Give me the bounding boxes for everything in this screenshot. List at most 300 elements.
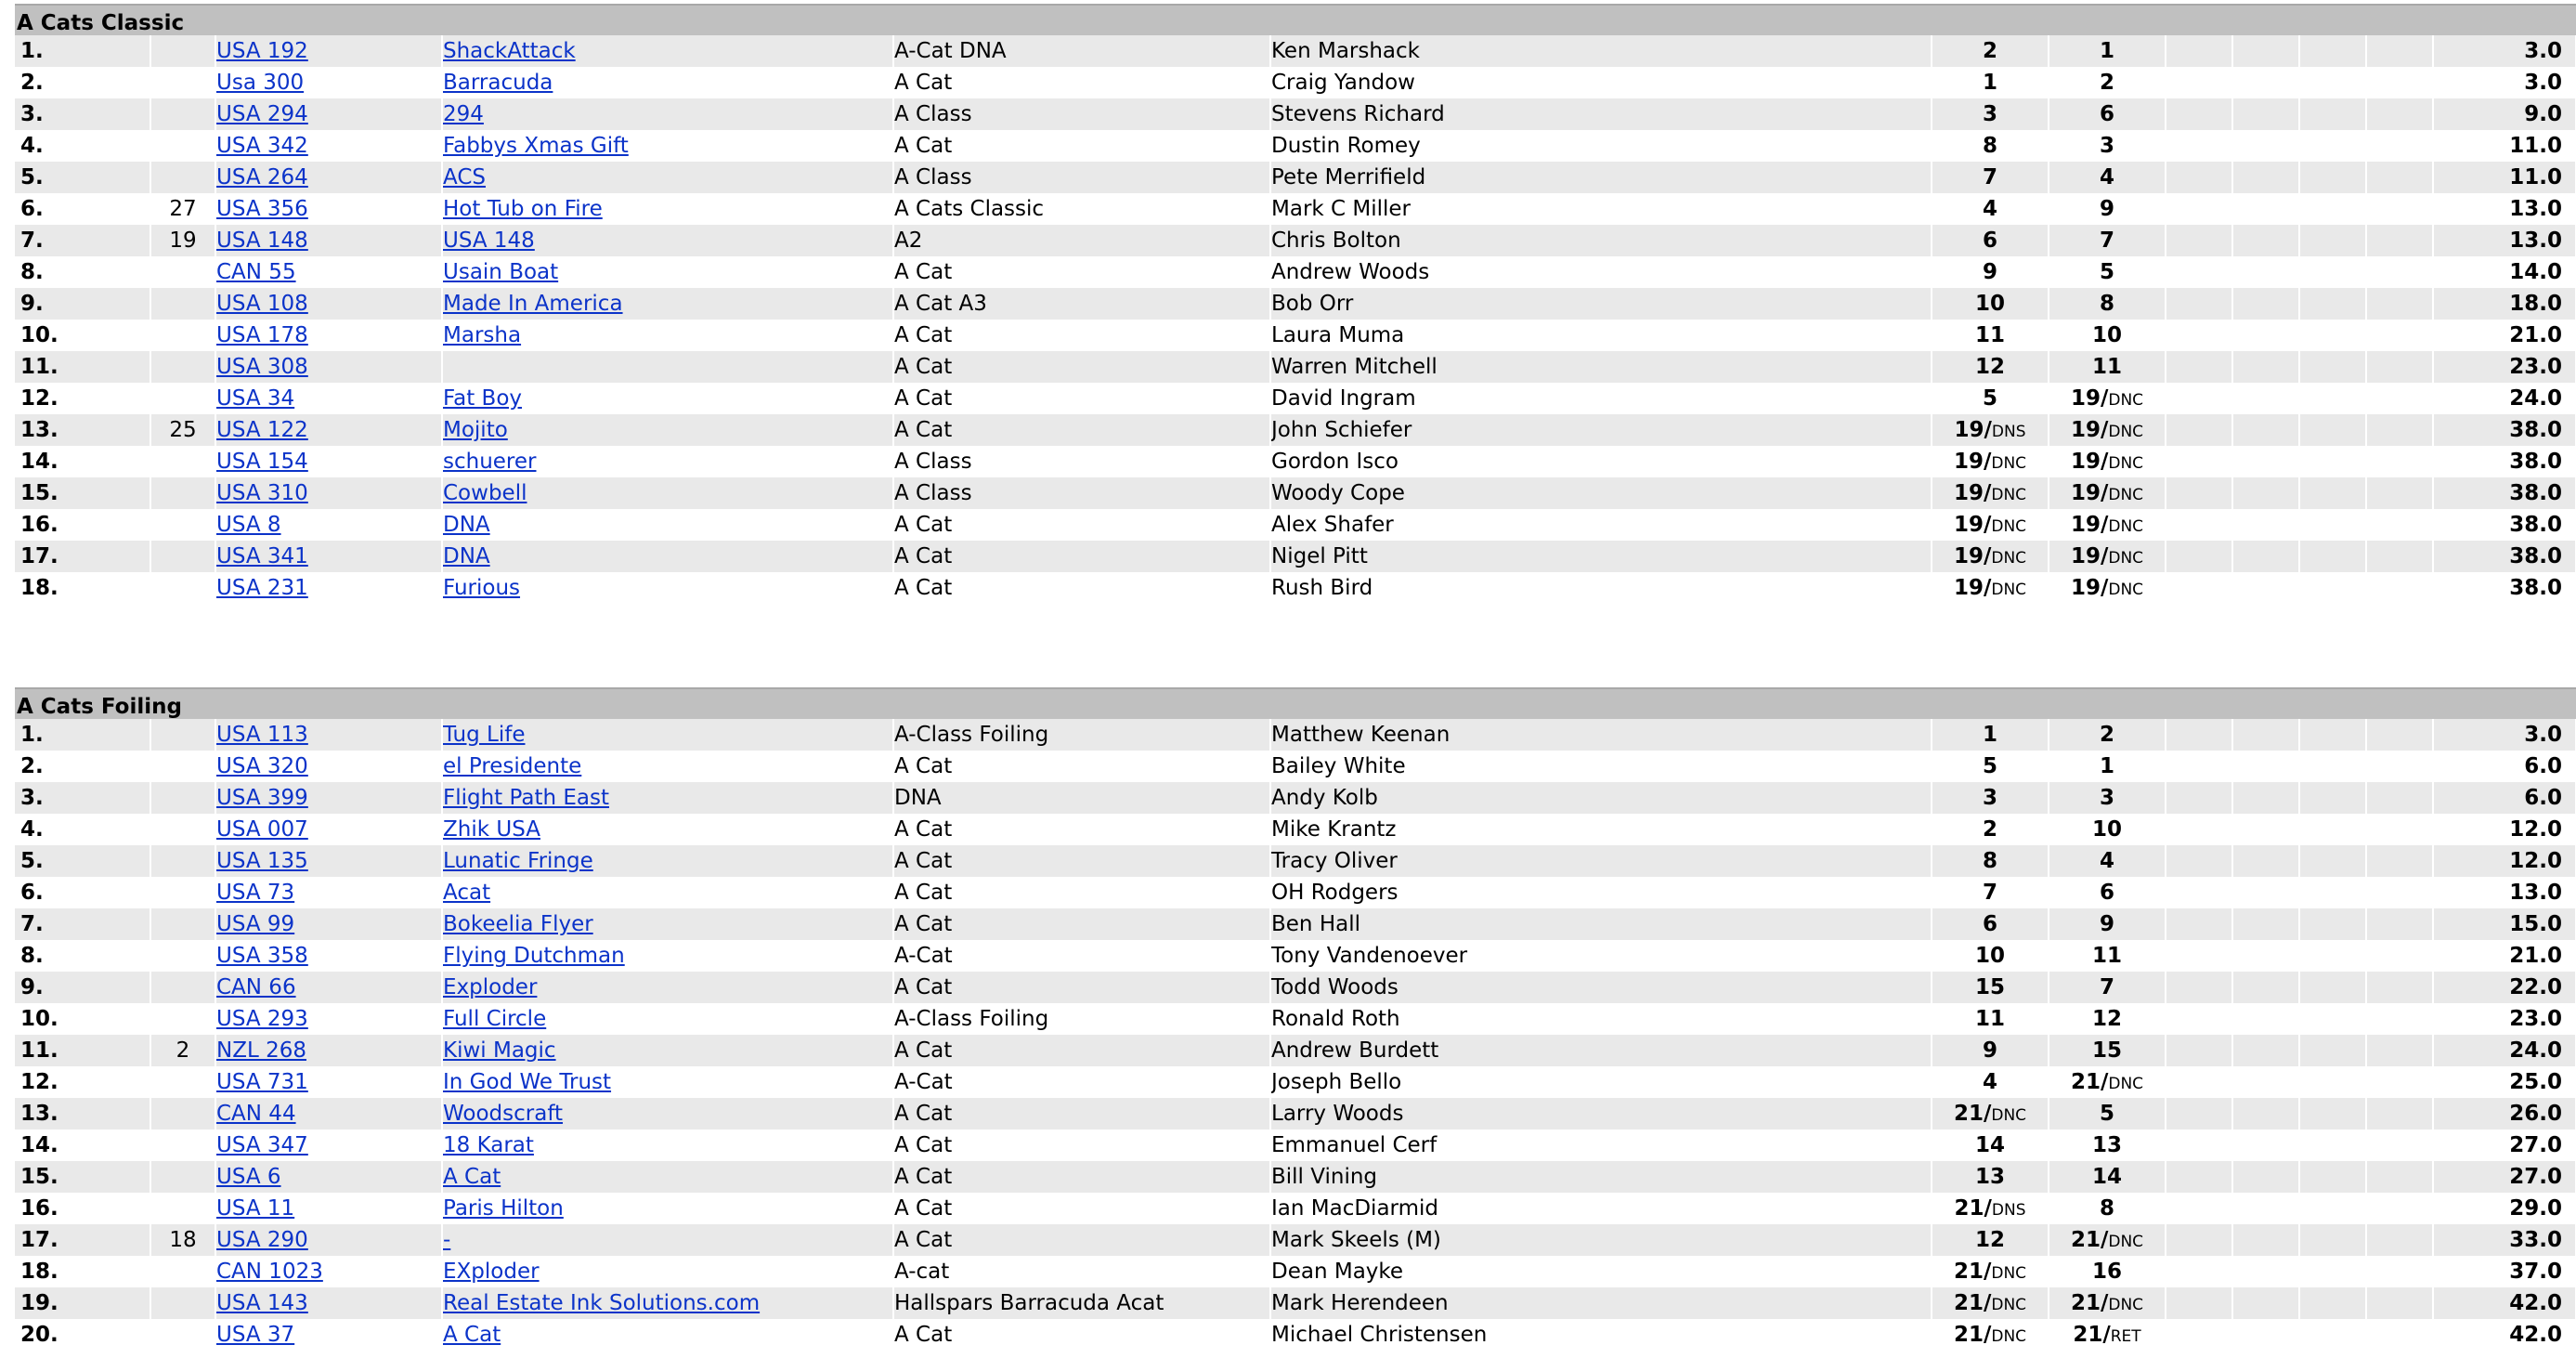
section-a-cats-foiling bbox=[15, 687, 2576, 1351]
boat-name-cell-link[interactable]: - bbox=[443, 1228, 451, 1252]
race-2-cell-code: DNC bbox=[2108, 517, 2144, 536]
race-1-cell-score: 19/ bbox=[1954, 418, 1992, 442]
race-1-cell bbox=[1932, 383, 2049, 414]
race-1-cell-score: 10 bbox=[1974, 292, 2005, 316]
rank-cell bbox=[15, 193, 150, 225]
bow-number-cell bbox=[150, 288, 215, 320]
skipper-cell-text: Dean Mayke bbox=[1271, 1260, 1404, 1284]
sail-number-cell-link[interactable]: USA 347 bbox=[216, 1133, 308, 1157]
race-2-cell-score: 2 bbox=[2099, 723, 2114, 747]
section-a-cats-classic bbox=[15, 4, 2576, 604]
boat-type-cell bbox=[893, 225, 1270, 256]
race-1-cell-score: 3 bbox=[1982, 102, 1997, 126]
total-points-cell-text: 38.0 bbox=[2509, 481, 2562, 505]
race-empty-cell bbox=[2299, 572, 2366, 604]
boat-type-cell-text: A-Class Foiling bbox=[894, 1007, 1049, 1031]
race-1-cell bbox=[1932, 509, 2049, 541]
rank-cell-text: 2. bbox=[20, 754, 44, 778]
sail-number-cell-link[interactable]: USA 8 bbox=[216, 513, 281, 537]
race-empty-cell bbox=[2299, 193, 2366, 225]
boat-name-cell-link[interactable]: Exploder bbox=[443, 975, 538, 999]
rank-cell bbox=[15, 130, 150, 162]
sail-number-cell-link[interactable]: USA 356 bbox=[216, 197, 308, 221]
bow-number-cell bbox=[150, 908, 215, 940]
boat-type-cell bbox=[893, 1098, 1270, 1129]
race-empty-cell bbox=[2366, 1066, 2433, 1098]
boat-name-cell-link[interactable]: Made In America bbox=[443, 292, 623, 316]
race-1-cell bbox=[1932, 35, 2049, 67]
sail-number-cell-link[interactable]: USA 007 bbox=[216, 817, 308, 842]
skipper-cell bbox=[1270, 1224, 1932, 1256]
race-empty-cell bbox=[2166, 719, 2232, 751]
race-1-cell bbox=[1932, 1003, 2049, 1035]
sail-number-cell-link[interactable]: USA 293 bbox=[216, 1007, 308, 1031]
rank-cell bbox=[15, 1287, 150, 1319]
boat-type-cell bbox=[893, 193, 1270, 225]
race-1-cell-score: 21/ bbox=[1954, 1196, 1992, 1221]
skipper-cell bbox=[1270, 383, 1932, 414]
total-points-cell-text: 6.0 bbox=[2524, 754, 2562, 778]
total-points-cell bbox=[2433, 256, 2576, 288]
bow-number-cell bbox=[150, 1035, 215, 1066]
rank-cell-text: 15. bbox=[20, 481, 59, 505]
rank-cell bbox=[15, 572, 150, 604]
boat-name-cell-link[interactable]: ACS bbox=[443, 165, 486, 189]
rank-cell-text: 16. bbox=[20, 513, 59, 537]
rank-cell-text: 6. bbox=[20, 197, 44, 221]
race-1-cell-code: DNC bbox=[1991, 549, 2027, 568]
sail-number-cell bbox=[215, 541, 442, 572]
rank-cell bbox=[15, 1256, 150, 1287]
boat-type-cell bbox=[893, 1319, 1270, 1351]
race-2-cell-score: 19/ bbox=[2070, 513, 2109, 537]
sail-number-cell-link[interactable]: USA 135 bbox=[216, 849, 308, 873]
boat-type-cell bbox=[893, 751, 1270, 782]
skipper-cell bbox=[1270, 1066, 1932, 1098]
rank-cell bbox=[15, 351, 150, 383]
race-empty-cell bbox=[2166, 288, 2232, 320]
total-points-cell bbox=[2433, 351, 2576, 383]
sail-number-cell bbox=[215, 572, 442, 604]
sail-number-cell-link[interactable]: USA 73 bbox=[216, 881, 295, 905]
race-2-cell-score: 19/ bbox=[2070, 418, 2109, 442]
rank-cell bbox=[15, 98, 150, 130]
race-1-cell-score: 15 bbox=[1974, 975, 2005, 999]
race-1-cell-score: 2 bbox=[1982, 817, 1997, 842]
race-1-cell-score: 10 bbox=[1974, 944, 2005, 968]
total-points-cell-text: 38.0 bbox=[2509, 418, 2562, 442]
race-empty-cell bbox=[2232, 446, 2299, 477]
sail-number-cell-link[interactable]: USA 192 bbox=[216, 39, 308, 63]
boat-type-cell bbox=[893, 414, 1270, 446]
boat-name-cell bbox=[442, 751, 893, 782]
total-points-cell bbox=[2433, 814, 2576, 845]
sail-number-cell-link[interactable]: USA 308 bbox=[216, 355, 308, 379]
race-2-cell bbox=[2049, 940, 2166, 972]
race-1-cell-score: 7 bbox=[1982, 881, 1997, 905]
bow-number-cell bbox=[150, 1129, 215, 1161]
boat-type-cell-text: A Class bbox=[894, 165, 972, 189]
bow-number-cell bbox=[150, 162, 215, 193]
boat-name-cell-link[interactable]: In God We Trust bbox=[443, 1070, 612, 1094]
rank-cell-text: 20. bbox=[20, 1323, 59, 1347]
race-1-cell-score: 21/ bbox=[1953, 1102, 1992, 1126]
boat-type-cell bbox=[893, 940, 1270, 972]
total-points-cell bbox=[2433, 320, 2576, 351]
race-empty-cell bbox=[2166, 193, 2232, 225]
boat-type-cell-text: A-Cat DNA bbox=[894, 39, 1007, 63]
total-points-cell bbox=[2433, 477, 2576, 509]
boat-name-cell bbox=[442, 98, 893, 130]
boat-name-cell bbox=[442, 972, 893, 1003]
boat-name-cell-link[interactable]: Hot Tub on Fire bbox=[443, 197, 603, 221]
race-2-cell-code: DNC bbox=[2108, 423, 2144, 441]
boat-name-cell-link[interactable]: schuerer bbox=[443, 450, 537, 474]
table-row bbox=[15, 782, 2576, 814]
sail-number-cell-link[interactable]: USA 342 bbox=[216, 134, 308, 158]
race-2-cell-score: 12 bbox=[2091, 1007, 2122, 1031]
boat-name-cell-link[interactable]: Acat bbox=[443, 881, 491, 905]
sail-number-cell-link[interactable]: USA 231 bbox=[216, 576, 308, 600]
race-1-cell-score: 11 bbox=[1974, 1007, 2005, 1031]
sail-number-cell-link[interactable]: USA 399 bbox=[216, 786, 308, 810]
race-empty-cell bbox=[2299, 782, 2366, 814]
bow-number-cell bbox=[150, 1098, 215, 1129]
skipper-cell bbox=[1270, 572, 1932, 604]
table-row bbox=[15, 877, 2576, 908]
boat-name-cell-link[interactable]: EXploder bbox=[443, 1260, 540, 1284]
table-row bbox=[15, 383, 2576, 414]
table-row bbox=[15, 67, 2576, 98]
table-row bbox=[15, 320, 2576, 351]
sail-number-cell bbox=[215, 351, 442, 383]
boat-type-cell-text: A-Cat bbox=[894, 1070, 953, 1094]
boat-type-cell bbox=[893, 782, 1270, 814]
race-2-cell bbox=[2049, 193, 2166, 225]
race-1-cell-score: 21/ bbox=[1953, 1291, 1992, 1315]
race-empty-cell bbox=[2299, 67, 2366, 98]
sail-number-cell-link[interactable]: USA 11 bbox=[216, 1196, 295, 1221]
boat-type-cell-text: DNA bbox=[894, 786, 942, 810]
race-1-cell-score: 19/ bbox=[1953, 481, 1992, 505]
sail-number-cell-link[interactable]: USA 6 bbox=[216, 1165, 281, 1189]
race-2-cell-score: 19/ bbox=[2070, 544, 2109, 568]
boat-name-cell-link[interactable]: Woodscraft bbox=[443, 1102, 564, 1126]
race-empty-cell bbox=[2299, 1319, 2366, 1351]
boat-name-cell-link[interactable]: Flying Dutchman bbox=[443, 944, 625, 968]
race-2-cell-code: DNC bbox=[2108, 454, 2144, 473]
skipper-cell bbox=[1270, 320, 1932, 351]
sail-number-cell-link[interactable]: USA 294 bbox=[216, 102, 308, 126]
skipper-cell bbox=[1270, 1035, 1932, 1066]
boat-type-cell-text: A Cat bbox=[894, 1165, 953, 1189]
total-points-cell-text: 12.0 bbox=[2509, 817, 2562, 842]
sail-number-cell-link[interactable]: Usa 300 bbox=[216, 71, 305, 95]
skipper-cell-text: Larry Woods bbox=[1271, 1102, 1404, 1126]
skipper-cell bbox=[1270, 351, 1932, 383]
bow-number-cell bbox=[150, 320, 215, 351]
sail-number-cell-link[interactable]: CAN 1023 bbox=[216, 1260, 323, 1284]
race-empty-cell bbox=[2366, 845, 2433, 877]
race-empty-cell bbox=[2299, 1066, 2366, 1098]
bow-number-cell bbox=[150, 1066, 215, 1098]
race-1-cell-score: 4 bbox=[1982, 1070, 1997, 1094]
race-1-cell bbox=[1932, 1256, 2049, 1287]
bow-number-cell-text: 19 bbox=[169, 229, 197, 253]
sail-number-cell-link[interactable]: USA 34 bbox=[216, 386, 295, 411]
table-row bbox=[15, 130, 2576, 162]
race-empty-cell bbox=[2366, 751, 2433, 782]
race-empty-cell bbox=[2366, 1003, 2433, 1035]
table-row bbox=[15, 1256, 2576, 1287]
total-points-cell bbox=[2433, 1066, 2576, 1098]
boat-name-cell-link[interactable]: Lunatic Fringe bbox=[443, 849, 593, 873]
boat-name-cell-link[interactable]: el Presidente bbox=[443, 754, 582, 778]
race-2-cell bbox=[2049, 383, 2166, 414]
race-2-cell bbox=[2049, 130, 2166, 162]
rank-cell bbox=[15, 1129, 150, 1161]
race-2-cell-score: 1 bbox=[2099, 754, 2114, 778]
bow-number-cell bbox=[150, 509, 215, 541]
race-1-cell-score: 1 bbox=[1982, 723, 1997, 747]
race-1-cell-code: DNC bbox=[1991, 1296, 2027, 1314]
boat-type-cell bbox=[893, 1193, 1270, 1224]
race-2-cell bbox=[2049, 1003, 2166, 1035]
total-points-cell bbox=[2433, 446, 2576, 477]
boat-name-cell-link[interactable]: A Cat bbox=[443, 1323, 501, 1347]
sail-number-cell-link[interactable]: USA 310 bbox=[216, 481, 308, 505]
boat-name-cell bbox=[442, 877, 893, 908]
total-points-cell-text: 11.0 bbox=[2509, 134, 2562, 158]
rank-cell bbox=[15, 1098, 150, 1129]
boat-type-cell-text: A Cat bbox=[894, 1102, 953, 1126]
sail-number-cell-link[interactable]: USA 154 bbox=[216, 450, 308, 474]
sail-number-cell-link[interactable]: USA 731 bbox=[216, 1070, 308, 1094]
sail-number-cell-link[interactable]: USA 341 bbox=[216, 544, 308, 568]
boat-name-cell-link[interactable]: Cowbell bbox=[443, 481, 527, 505]
skipper-cell-text: Andrew Burdett bbox=[1271, 1038, 1439, 1063]
boat-type-cell-text: A Cat bbox=[894, 323, 953, 347]
total-points-cell bbox=[2433, 1256, 2576, 1287]
boat-type-cell bbox=[893, 1161, 1270, 1193]
boat-name-cell bbox=[442, 320, 893, 351]
race-1-cell-score: 12 bbox=[1974, 355, 2005, 379]
race-empty-cell bbox=[2166, 940, 2232, 972]
boat-type-cell-text: A Cat bbox=[894, 260, 953, 284]
total-points-cell bbox=[2433, 509, 2576, 541]
sail-number-cell-link[interactable]: USA 99 bbox=[216, 912, 295, 936]
sail-number-cell-link[interactable]: USA 108 bbox=[216, 292, 308, 316]
race-empty-cell bbox=[2299, 477, 2366, 509]
rank-cell-text: 14. bbox=[20, 450, 59, 474]
boat-name-cell-link[interactable]: DNA bbox=[443, 544, 490, 568]
total-points-cell bbox=[2433, 845, 2576, 877]
race-1-cell bbox=[1932, 877, 2049, 908]
skipper-cell-text: Dustin Romey bbox=[1271, 134, 1421, 158]
boat-name-cell-link[interactable]: Marsha bbox=[443, 323, 522, 347]
boat-name-cell-link[interactable]: Bokeelia Flyer bbox=[443, 912, 593, 936]
boat-name-cell-link[interactable]: USA 148 bbox=[443, 229, 535, 253]
total-points-cell bbox=[2433, 288, 2576, 320]
boat-name-cell-link[interactable]: Real Estate Ink Solutions.com bbox=[443, 1291, 761, 1315]
rank-cell bbox=[15, 1003, 150, 1035]
race-empty-cell bbox=[2366, 193, 2433, 225]
rank-cell bbox=[15, 972, 150, 1003]
sail-number-cell-link[interactable]: USA 320 bbox=[216, 754, 308, 778]
table-row bbox=[15, 541, 2576, 572]
total-points-cell bbox=[2433, 1224, 2576, 1256]
race-empty-cell bbox=[2232, 193, 2299, 225]
rank-cell-text: 19. bbox=[20, 1291, 59, 1315]
boat-name-cell-link[interactable]: Fabbys Xmas Gift bbox=[443, 134, 629, 158]
boat-name-cell-link[interactable]: 294 bbox=[443, 102, 484, 126]
race-empty-cell bbox=[2299, 509, 2366, 541]
race-empty-cell bbox=[2232, 288, 2299, 320]
rank-cell-text: 5. bbox=[20, 165, 44, 189]
boat-name-cell bbox=[442, 288, 893, 320]
boat-type-cell-text: A Cat bbox=[894, 1228, 953, 1252]
boat-name-cell bbox=[442, 414, 893, 446]
race-2-cell-score: 13 bbox=[2091, 1133, 2122, 1157]
race-empty-cell bbox=[2166, 751, 2232, 782]
boat-name-cell-link[interactable]: Usain Boat bbox=[443, 260, 559, 284]
race-1-cell bbox=[1932, 193, 2049, 225]
boat-name-cell-link[interactable]: Fat Boy bbox=[443, 386, 523, 411]
sail-number-cell bbox=[215, 256, 442, 288]
rank-cell-text: 11. bbox=[20, 355, 59, 379]
rank-cell bbox=[15, 414, 150, 446]
race-1-cell-score: 19/ bbox=[1953, 450, 1992, 474]
race-empty-cell bbox=[2299, 383, 2366, 414]
bow-number-cell-text: 27 bbox=[169, 197, 197, 221]
race-1-cell-code: DNC bbox=[1991, 1264, 2027, 1283]
sail-number-cell-link[interactable]: CAN 44 bbox=[216, 1102, 296, 1126]
boat-name-cell bbox=[442, 1003, 893, 1035]
race-1-cell-code: DNC bbox=[1991, 454, 2027, 473]
table-row bbox=[15, 477, 2576, 509]
rank-cell bbox=[15, 288, 150, 320]
boat-name-cell bbox=[442, 1193, 893, 1224]
boat-name-cell-link[interactable]: Zhik USA bbox=[443, 817, 540, 842]
boat-name-cell-link[interactable]: ShackAttack bbox=[443, 39, 576, 63]
race-empty-cell bbox=[2299, 320, 2366, 351]
total-points-cell-text: 9.0 bbox=[2524, 102, 2562, 126]
race-2-cell-score: 10 bbox=[2091, 817, 2122, 842]
race-empty-cell bbox=[2366, 1193, 2433, 1224]
rank-cell bbox=[15, 383, 150, 414]
boat-type-cell-text: A-Cat bbox=[894, 944, 953, 968]
table-row bbox=[15, 1035, 2576, 1066]
race-empty-cell bbox=[2299, 351, 2366, 383]
boat-name-cell-link[interactable]: A Cat bbox=[443, 1165, 501, 1189]
race-2-cell-score: 19/ bbox=[2070, 386, 2109, 411]
boat-type-cell-text: A Cat bbox=[894, 134, 953, 158]
sail-number-cell bbox=[215, 35, 442, 67]
skipper-cell bbox=[1270, 1003, 1932, 1035]
boat-name-cell-link[interactable]: Flight Path East bbox=[443, 786, 609, 810]
sail-number-cell-link[interactable]: USA 264 bbox=[216, 165, 308, 189]
bow-number-cell bbox=[150, 1256, 215, 1287]
boat-name-cell-link[interactable]: DNA bbox=[443, 513, 490, 537]
boat-type-cell bbox=[893, 162, 1270, 193]
skipper-cell-text: Joseph Bello bbox=[1271, 1070, 1402, 1094]
race-empty-cell bbox=[2166, 572, 2232, 604]
boat-name-cell-link[interactable]: Furious bbox=[443, 576, 521, 600]
race-empty-cell bbox=[2366, 67, 2433, 98]
sail-number-cell bbox=[215, 1224, 442, 1256]
rank-cell bbox=[15, 35, 150, 67]
sail-number-cell-link[interactable]: USA 122 bbox=[216, 418, 308, 442]
sail-number-cell-link[interactable]: USA 143 bbox=[216, 1291, 308, 1315]
total-points-cell-text: 27.0 bbox=[2509, 1165, 2562, 1189]
boat-type-cell-text: A Cat bbox=[894, 1196, 953, 1221]
sail-number-cell bbox=[215, 414, 442, 446]
bow-number-cell bbox=[150, 1161, 215, 1193]
boat-name-cell-link[interactable]: 18 Karat bbox=[443, 1133, 534, 1157]
rank-cell-text: 9. bbox=[20, 975, 44, 999]
skipper-cell-text: Bill Vining bbox=[1271, 1165, 1378, 1189]
sail-number-cell-link[interactable]: CAN 66 bbox=[216, 975, 296, 999]
boat-name-cell bbox=[442, 162, 893, 193]
sail-number-cell-link[interactable]: USA 290 bbox=[216, 1228, 308, 1252]
race-2-cell-code: DNC bbox=[2108, 1075, 2144, 1093]
sail-number-cell-link[interactable]: USA 113 bbox=[216, 723, 308, 747]
sail-number-cell-link[interactable]: CAN 55 bbox=[216, 260, 296, 284]
boat-type-cell bbox=[893, 35, 1270, 67]
race-empty-cell bbox=[2366, 541, 2433, 572]
sail-number-cell-link[interactable]: USA 37 bbox=[216, 1323, 295, 1347]
boat-name-cell-link[interactable]: Kiwi Magic bbox=[443, 1038, 556, 1063]
boat-name-cell-link[interactable]: Paris Hilton bbox=[443, 1196, 564, 1221]
race-2-cell-score: 7 bbox=[2099, 975, 2114, 999]
table-row bbox=[15, 751, 2576, 782]
table-row bbox=[15, 1066, 2576, 1098]
race-empty-cell bbox=[2232, 351, 2299, 383]
race-2-cell-score: 3 bbox=[2099, 134, 2114, 158]
sail-number-cell-link[interactable]: NZL 268 bbox=[216, 1038, 306, 1063]
race-1-cell-score: 9 bbox=[1982, 1038, 1997, 1063]
race-2-cell-score: 11 bbox=[2091, 355, 2122, 379]
total-points-cell-text: 21.0 bbox=[2509, 944, 2562, 968]
boat-type-cell bbox=[893, 383, 1270, 414]
skipper-cell-text: Mark Herendeen bbox=[1271, 1291, 1449, 1315]
total-points-cell bbox=[2433, 541, 2576, 572]
skipper-cell bbox=[1270, 972, 1932, 1003]
rank-cell-text: 10. bbox=[20, 1007, 59, 1031]
race-empty-cell bbox=[2299, 940, 2366, 972]
boat-name-cell bbox=[442, 572, 893, 604]
boat-name-cell-link[interactable]: Tug Life bbox=[443, 723, 526, 747]
sail-number-cell-link[interactable]: USA 358 bbox=[216, 944, 308, 968]
boat-name-cell bbox=[442, 845, 893, 877]
bow-number-cell bbox=[150, 225, 215, 256]
boat-type-cell bbox=[893, 1035, 1270, 1066]
sail-number-cell-link[interactable]: USA 178 bbox=[216, 323, 308, 347]
skipper-cell bbox=[1270, 193, 1932, 225]
skipper-cell bbox=[1270, 225, 1932, 256]
total-points-cell bbox=[2433, 130, 2576, 162]
race-2-cell-score: 21/ bbox=[2073, 1323, 2111, 1347]
race-1-cell bbox=[1932, 541, 2049, 572]
boat-type-cell bbox=[893, 972, 1270, 1003]
race-empty-cell bbox=[2232, 940, 2299, 972]
boat-name-cell-link[interactable]: Mojito bbox=[443, 418, 508, 442]
boat-name-cell-link[interactable]: Full Circle bbox=[443, 1007, 547, 1031]
skipper-cell-text: Mark C Miller bbox=[1271, 197, 1412, 221]
race-1-cell bbox=[1932, 1319, 2049, 1351]
sail-number-cell-link[interactable]: USA 148 bbox=[216, 229, 308, 253]
boat-name-cell-link[interactable]: Barracuda bbox=[443, 71, 553, 95]
